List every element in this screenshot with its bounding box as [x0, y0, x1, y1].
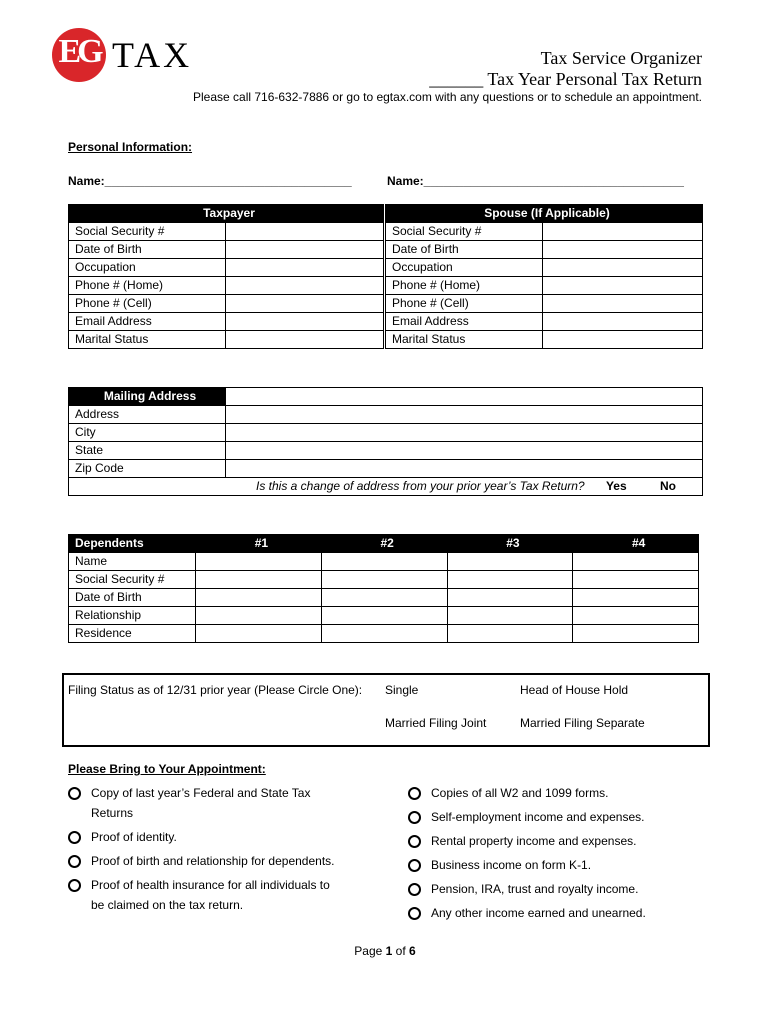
logo-wordmark: TAX [112, 35, 193, 75]
dependent-cell[interactable] [573, 607, 699, 625]
list-item-text: Business income on form K-1. [431, 858, 592, 872]
dependent-row-label: Relationship [69, 607, 196, 625]
list-item [408, 807, 708, 827]
address-change-question-text: Is this a change of address from your prior year’s Tax Return? [256, 479, 585, 493]
spouse-dob-input[interactable] [543, 241, 703, 259]
spouse-row-label: Marital Status [386, 331, 543, 349]
taxpayer-row-label: Phone # (Home) [69, 277, 226, 295]
dependent-cell[interactable] [321, 553, 447, 571]
name-field-left[interactable]: Name:_____________________________________ [68, 174, 352, 188]
dependent-col-header: #1 [196, 535, 322, 553]
taxpayer-phone-cell-input[interactable] [226, 295, 384, 313]
dependent-row-label: Date of Birth [69, 589, 196, 607]
dependent-cell[interactable] [573, 553, 699, 571]
mailing-row-label: City [69, 424, 226, 442]
page-subtitle: ______ Tax Year Personal Tax Return [429, 69, 702, 89]
spouse-row-label: Occupation [386, 259, 543, 277]
city-input[interactable] [226, 424, 703, 442]
spouse-row-label: Email Address [386, 313, 543, 331]
dependent-cell[interactable] [321, 607, 447, 625]
filing-option-single[interactable]: Single [385, 683, 419, 697]
spouse-row-label: Phone # (Cell) [386, 295, 543, 313]
dependent-cell[interactable] [447, 589, 573, 607]
mailing-row-label: State [69, 442, 226, 460]
dependents-header: Dependents [69, 535, 196, 553]
address-change-question [69, 478, 703, 496]
dependent-cell[interactable] [447, 625, 573, 643]
bring-list-left [68, 783, 368, 915]
list-item-text: Any other income earned and unearned. [431, 906, 646, 920]
list-item [408, 855, 708, 875]
list-item [408, 783, 708, 803]
list-item-text: Returns [91, 806, 134, 820]
taxpayer-row-label: Date of Birth [69, 241, 226, 259]
taxpayer-row-label: Social Security # [69, 223, 226, 241]
taxpayer-row-label: Marital Status [69, 331, 226, 349]
dependent-cell[interactable] [573, 571, 699, 589]
dependent-col-header: #3 [447, 535, 573, 553]
address-input[interactable] [226, 406, 703, 424]
dependent-cell[interactable] [321, 571, 447, 589]
list-item-text: Copy of last year’s Federal and State Tax [91, 786, 311, 800]
spouse-table [385, 204, 703, 349]
dependent-cell[interactable] [196, 625, 322, 643]
circle-bullet-icon [68, 831, 81, 844]
dependent-cell[interactable] [196, 607, 322, 625]
taxpayer-row-label: Email Address [69, 313, 226, 331]
spouse-row-label: Social Security # [386, 223, 543, 241]
list-item-text: Rental property income and expenses. [431, 834, 637, 848]
list-item-text: Proof of identity. [91, 830, 177, 844]
spouse-occupation-input[interactable] [543, 259, 703, 277]
dependent-cell[interactable] [573, 625, 699, 643]
dependent-cell[interactable] [447, 553, 573, 571]
name-field-right[interactable]: Name:_______________________________________ [387, 174, 684, 188]
dependent-row-label: Residence [69, 625, 196, 643]
list-item [68, 827, 368, 847]
circle-bullet-icon [68, 879, 81, 892]
filing-status-label: Filing Status as of 12/31 prior year (Please Circle One): [68, 683, 363, 697]
list-item-text: Proof of birth and relationship for dependents. [91, 854, 335, 868]
taxpayer-email-input[interactable] [226, 313, 384, 331]
taxpayer-dob-input[interactable] [226, 241, 384, 259]
state-input[interactable] [226, 442, 703, 460]
logo-letters: EG [58, 33, 100, 70]
taxpayer-row-label: Occupation [69, 259, 226, 277]
list-item-text: Copies of all W2 and 1099 forms. [431, 786, 609, 800]
spouse-phone-cell-input[interactable] [543, 295, 703, 313]
spouse-email-input[interactable] [543, 313, 703, 331]
list-item-text: be claimed on the tax return. [91, 898, 244, 912]
dependent-cell[interactable] [196, 589, 322, 607]
address-change-yes[interactable]: Yes [605, 479, 627, 493]
list-item-text: Pension, IRA, trust and royalty income. [431, 882, 639, 896]
circle-bullet-icon [408, 811, 421, 824]
filing-option-married-separate[interactable]: Married Filing Separate [520, 716, 645, 730]
dependent-cell[interactable] [321, 625, 447, 643]
bring-list-right [408, 783, 708, 923]
list-item [68, 875, 368, 915]
taxpayer-row-label: Phone # (Cell) [69, 295, 226, 313]
personal-info-heading: Personal Information: [68, 140, 193, 154]
zip-input[interactable] [226, 460, 703, 478]
mailing-row-label: Address [69, 406, 226, 424]
list-item [408, 879, 708, 899]
dependent-cell[interactable] [196, 553, 322, 571]
dependent-cell[interactable] [573, 589, 699, 607]
spouse-row-label: Date of Birth [386, 241, 543, 259]
spouse-marital-input[interactable] [543, 331, 703, 349]
dependent-col-header: #4 [573, 535, 699, 553]
spouse-phone-home-input[interactable] [543, 277, 703, 295]
taxpayer-header: Taxpayer [69, 205, 384, 223]
mailing-header: Mailing Address [69, 388, 226, 406]
address-change-no[interactable]: No [660, 479, 676, 493]
dependents-table [68, 534, 699, 643]
taxpayer-occupation-input[interactable] [226, 259, 384, 277]
taxpayer-phone-home-input[interactable] [226, 277, 384, 295]
spouse-ssn-input[interactable] [543, 223, 703, 241]
list-item-text: Self-employment income and expenses. [431, 810, 645, 824]
taxpayer-ssn-input[interactable] [226, 223, 384, 241]
taxpayer-marital-input[interactable] [226, 331, 384, 349]
dependent-row-label: Name [69, 553, 196, 571]
dependent-cell[interactable] [447, 607, 573, 625]
circle-bullet-icon [68, 855, 81, 868]
list-item-text: Proof of health insurance for all individuals to [91, 878, 330, 892]
filing-option-married-joint[interactable]: Married Filing Joint [385, 716, 487, 730]
list-item [68, 783, 368, 823]
mailing-address-table [68, 387, 703, 496]
circle-bullet-icon [408, 859, 421, 872]
mailing-row-label: Zip Code [69, 460, 226, 478]
list-item [68, 851, 368, 871]
dependent-row-label: Social Security # [69, 571, 196, 589]
circle-bullet-icon [408, 835, 421, 848]
circle-bullet-icon [408, 907, 421, 920]
bring-heading: Please Bring to Your Appointment: [68, 762, 266, 776]
contact-note: Please call 716-632-7886 or go to egtax.com with any questions or to schedule an appointment. [193, 90, 702, 104]
spouse-row-label: Phone # (Home) [386, 277, 543, 295]
list-item [408, 831, 708, 851]
page-number: Page 1 of 6 [354, 944, 416, 958]
dependent-cell[interactable] [196, 571, 322, 589]
circle-bullet-icon [408, 883, 421, 896]
list-item [408, 903, 708, 923]
dependent-col-header: #2 [321, 535, 447, 553]
circle-bullet-icon [408, 787, 421, 800]
dependent-cell[interactable] [447, 571, 573, 589]
spouse-header: Spouse (If Applicable) [386, 205, 703, 223]
dependent-cell[interactable] [321, 589, 447, 607]
taxpayer-table [68, 204, 384, 349]
page-title: Tax Service Organizer [540, 48, 702, 68]
filing-option-head-of-household[interactable]: Head of House Hold [520, 683, 629, 697]
circle-bullet-icon [68, 787, 81, 800]
